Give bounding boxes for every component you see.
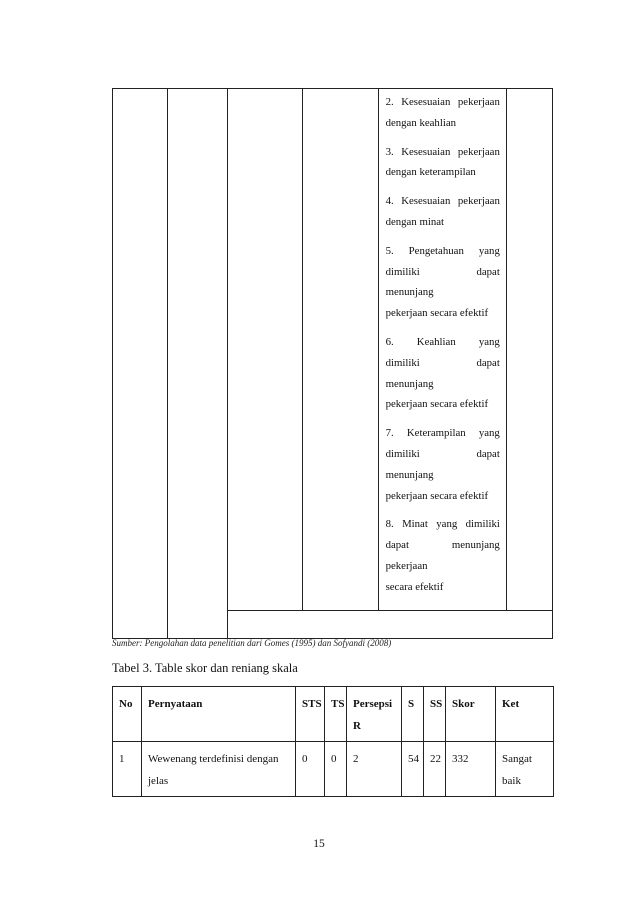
indicator-item-line: dengan minat	[385, 215, 445, 228]
indicator-item	[386, 514, 500, 597]
column-header: Ket	[496, 687, 554, 742]
indicator-item-line: dimiliki dapat	[385, 356, 500, 369]
column-header: No	[113, 687, 142, 742]
table-cell-empty	[228, 610, 553, 638]
table-cell: 0	[296, 742, 325, 797]
table-cell-empty	[506, 89, 552, 611]
indicator-item	[386, 332, 500, 415]
indicator-item-line: 8. Minat yang dimiliki	[385, 518, 500, 531]
table-cell: 1	[113, 742, 142, 797]
column-header: Pernyataan	[142, 687, 296, 742]
table-row	[113, 89, 553, 611]
indicator-item	[386, 423, 500, 506]
score-table	[112, 686, 554, 797]
indicator-item-line: 7. Keterampilan yang	[385, 427, 500, 440]
indicator-item-line: pekerjaan secara efektif	[385, 489, 489, 502]
indicator-item-line: 2. Kesesuaian pekerjaan	[385, 96, 500, 108]
table-cell: 54	[402, 742, 424, 797]
indicator-item-line: dapat menunjang	[385, 539, 500, 552]
indicator-table-continuation	[112, 88, 553, 639]
indicator-item-line: dengan keterampilan	[385, 166, 476, 179]
column-header: TS	[325, 687, 347, 742]
column-header: Persepsi R	[347, 687, 402, 742]
table-cell: 0	[325, 742, 347, 797]
table-cell-empty	[303, 89, 378, 611]
indicator-item-line: menunjang	[385, 468, 434, 481]
page-number: 15	[313, 838, 325, 850]
table-cell-empty	[228, 89, 303, 611]
table-cell: 332	[446, 742, 496, 797]
indicator-item-line: 5. Pengetahuan yang	[385, 244, 500, 257]
column-header: S	[402, 687, 424, 742]
indicator-list	[379, 89, 506, 610]
indicator-item-line: dimiliki dapat	[385, 447, 500, 460]
indicator-item-line: pekerjaan secara efektif	[385, 307, 489, 320]
column-header: SS	[424, 687, 446, 742]
table-cell-empty	[168, 89, 228, 639]
table-cell: 2	[347, 742, 402, 797]
table-cell: 22	[424, 742, 446, 797]
source-note: Sumber: Pengolahan data penelitian dari Gomes (1995) dan Sofyandi (2008)	[112, 638, 392, 648]
indicator-item-line: secara efektif	[385, 580, 444, 593]
table-cell: Sangat baik	[496, 742, 554, 797]
column-header: STS	[296, 687, 325, 742]
indicator-item	[386, 241, 500, 324]
indicator-item-line: menunjang	[385, 377, 434, 390]
indicator-item-line: 4. Kesesuaian pekerjaan	[385, 195, 500, 208]
indicator-item-line: dimiliki dapat	[385, 265, 500, 278]
indicator-item-line: menunjang	[385, 286, 434, 299]
indicator-item-line: pekerjaan secara efektif	[385, 398, 489, 411]
indicator-item	[386, 191, 500, 233]
table-cell-empty	[113, 89, 168, 639]
indicator-item-line: 6. Keahlian yang	[385, 335, 500, 348]
table-cell: Wewenang terdefinisi dengan jelas	[142, 742, 296, 797]
column-header: Skor	[446, 687, 496, 742]
table-row	[113, 742, 554, 797]
indicator-item	[386, 142, 500, 184]
indicator-item-line: 3. Kesesuaian pekerjaan	[385, 145, 500, 158]
table-caption: Tabel 3. Table skor dan reniang skala	[112, 661, 298, 675]
indicator-item-line: pekerjaan	[385, 559, 428, 572]
indicator-list-cell	[378, 89, 506, 611]
indicator-item	[386, 92, 500, 134]
indicator-item-line: dengan keahlian	[385, 116, 457, 129]
table-header-row	[113, 687, 554, 742]
